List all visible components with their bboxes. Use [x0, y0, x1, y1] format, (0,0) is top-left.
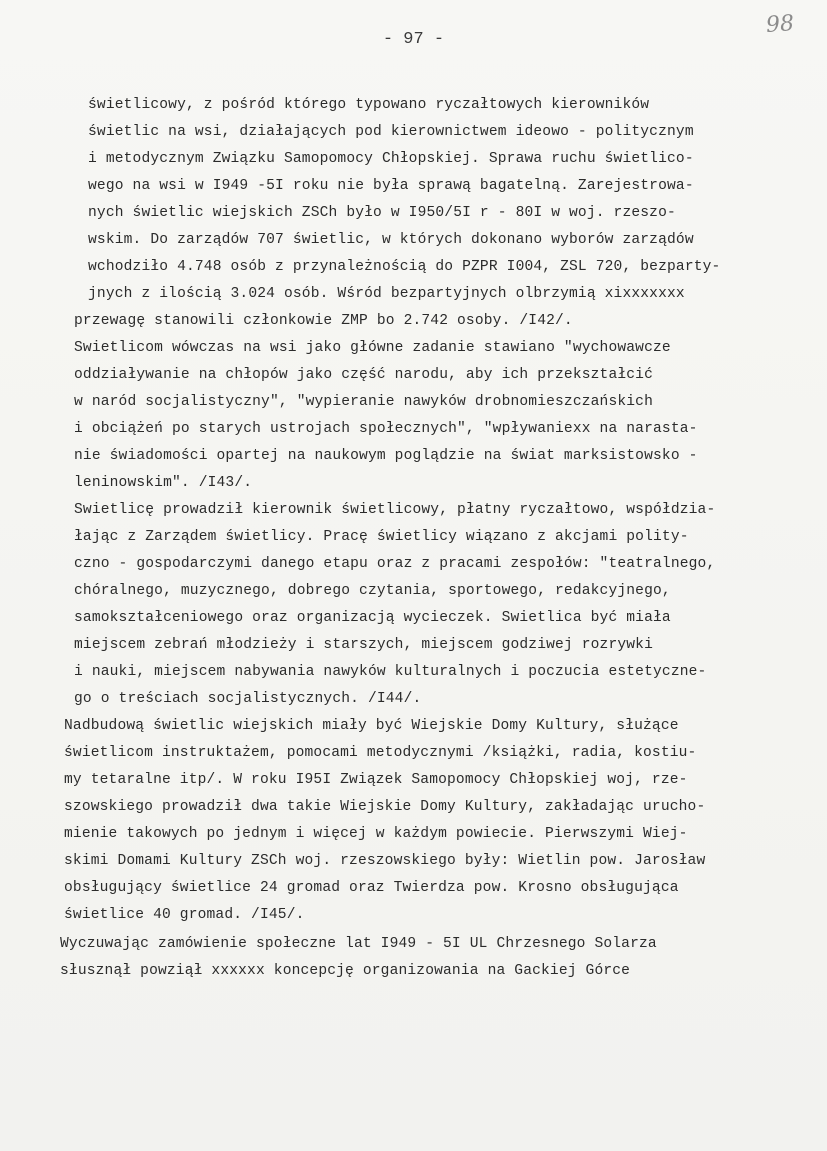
text-line: go o treściach socjalistycznych. /I44/.	[74, 691, 422, 707]
text-line: jnych z ilością 3.024 osób. Wśród bezpartyjnych olbrzymią xixxxxxxx	[88, 286, 685, 302]
text-line: świetlicowy, z pośród którego typowano ryczałtowych kierowników	[88, 97, 650, 113]
text-line: słusznął powziął xxxxxx koncepcję organizowania na Gackiej Górce	[60, 963, 631, 979]
text-line: wskim. Do zarządów 707 świetlic, w których dokonano wyborów zarządów	[88, 232, 694, 248]
text-line: świetlice 40 gromad. /I45/.	[64, 907, 305, 923]
text-line: czno - gospodarczymi danego etapu oraz z pracami zespołów: "teatralnego,	[74, 556, 716, 572]
text-line: w naród socjalistyczny", "wypieranie nawyków drobnomieszczańskich	[74, 394, 653, 410]
text-line: Swietlicę prowadził kierownik świetlicowy, płatny ryczałtowo, współdzia-	[74, 502, 716, 518]
text-line: przewagę stanowili członkowie ZMP bo 2.742 osoby. /I42/.	[74, 313, 573, 329]
text-line: skimi Domami Kultury ZSCh woj. rzeszowskiego były: Wietlin pow. Jarosław	[64, 853, 706, 869]
text-line: oddziaływanie na chłopów jako część narodu, aby ich przekształcić	[74, 367, 653, 383]
text-line: szowskiego prowadził dwa takie Wiejskie Domy Kultury, zakładając urucho-	[64, 799, 706, 815]
text-line: Wyczuwając zamówienie społeczne lat I949 - 5I UL Chrzesnego Solarza	[60, 936, 657, 952]
text-line: Swietlicom wówczas na wsi jako główne zadanie stawiano "wychowawcze	[74, 340, 671, 356]
text-line: leninowskim". /I43/.	[74, 475, 253, 491]
text-line: wego na wsi w I949 -5I roku nie była sprawą bagatelną. Zarejestrowa-	[88, 178, 694, 194]
text-line: wchodziło 4.748 osób z przynależnością do PZPR I004, ZSL 720, bezparty-	[88, 259, 721, 275]
text-line: świetlic na wsi, działających pod kierownictwem ideowo - politycznym	[88, 124, 694, 140]
text-line: i nauki, miejscem nabywania nawyków kulturalnych i poczucia estetyczne-	[74, 664, 707, 680]
text-line: obsługujący świetlice 24 gromad oraz Twierdza pow. Krosno obsługująca	[64, 880, 679, 896]
text-line: Nadbudową świetlic wiejskich miały być Wiejskie Domy Kultury, służące	[64, 718, 679, 734]
text-line: i obciążeń po starych ustrojach społecznych", "wpływaniexx na narasta-	[74, 421, 698, 437]
text-line: chóralnego, muzycznego, dobrego czytania, sportowego, redakcyjnego,	[74, 583, 671, 599]
text-line: nych świetlic wiejskich ZSCh było w I950/5I r - 80I w woj. rzeszo-	[88, 205, 676, 221]
text-line: nie świadomości opartej na naukowym poglądzie na świat marksistowsko -	[74, 448, 698, 464]
text-line: świetlicom instruktażem, pomocami metodycznymi /książki, radia, kostiu-	[64, 745, 697, 761]
text-line: miejscem zebrań młodzieży i starszych, miejscem godziwej rozrywki	[74, 637, 653, 653]
text-line: samokształceniowego oraz organizacją wycieczek. Swietlica być miała	[74, 610, 671, 626]
text-line: mienie takowych po jednym i więcej w każdym powiecie. Pierwszymi Wiej-	[64, 826, 688, 842]
archive-page-number-handwritten: 98	[765, 11, 795, 38]
text-line: i metodycznym Związku Samopomocy Chłopskiej. Sprawa ruchu świetlico-	[88, 151, 694, 167]
text-line: my tetaralne itp/. W roku I95I Związek Samopomocy Chłopskiej woj, rze-	[64, 772, 688, 788]
text-line: łając z Zarządem świetlicy. Pracę świetlicy wiązano z akcjami polity-	[74, 529, 689, 545]
page-number: - 97 -	[382, 30, 445, 49]
